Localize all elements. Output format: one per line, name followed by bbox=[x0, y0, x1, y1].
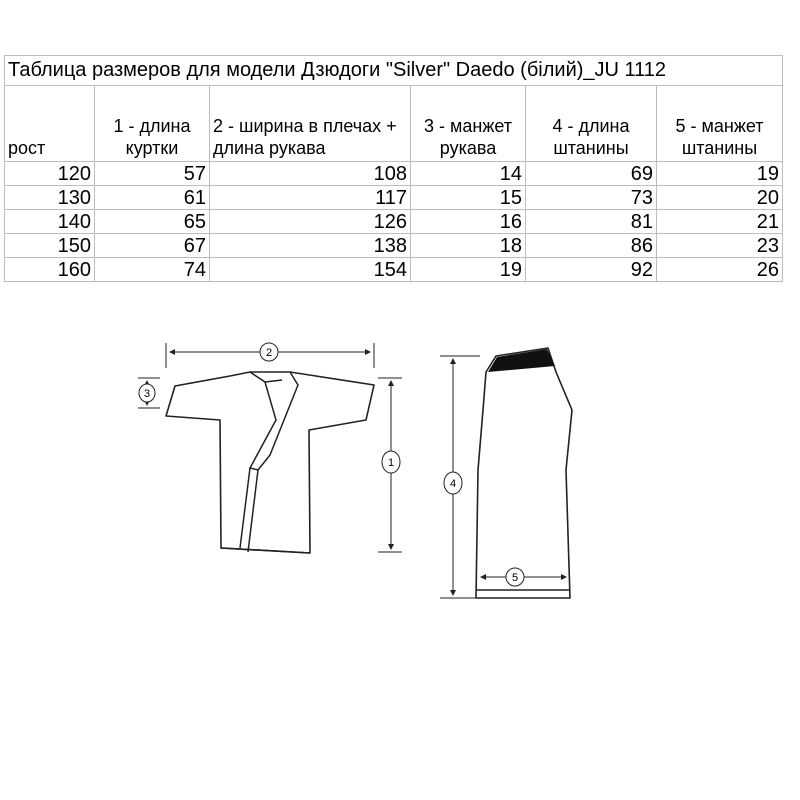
cell-leg-cuff: 19 bbox=[657, 162, 783, 186]
svg-text:5: 5 bbox=[511, 572, 519, 584]
table-row bbox=[5, 162, 783, 186]
header-row bbox=[5, 86, 783, 162]
header-sleeve-cuff: 3 - манжет рукава bbox=[411, 86, 526, 162]
cell-leg-length: 86 bbox=[526, 234, 657, 258]
cell-jacket-length: 61 bbox=[95, 186, 210, 210]
cell-jacket-length: 74 bbox=[95, 258, 210, 282]
table-row bbox=[5, 210, 783, 234]
cell-sleeve-cuff: 14 bbox=[411, 162, 526, 186]
cell-leg-length: 69 bbox=[526, 162, 657, 186]
svg-text:2: 2 bbox=[265, 347, 273, 359]
cell-height: 140 bbox=[5, 210, 95, 234]
cell-shoulder-sleeve: 108 bbox=[210, 162, 411, 186]
marker-1 bbox=[382, 451, 400, 473]
svg-text:3: 3 bbox=[143, 388, 151, 400]
cell-leg-cuff: 20 bbox=[657, 186, 783, 210]
cell-leg-length: 81 bbox=[526, 210, 657, 234]
cell-height: 120 bbox=[5, 162, 95, 186]
cell-jacket-length: 65 bbox=[95, 210, 210, 234]
cell-shoulder-sleeve: 154 bbox=[210, 258, 411, 282]
cell-leg-length: 92 bbox=[526, 258, 657, 282]
cell-shoulder-sleeve: 117 bbox=[210, 186, 411, 210]
size-table bbox=[4, 55, 783, 282]
header-leg-cuff: 5 - манжет штанины bbox=[657, 86, 783, 162]
pants-outline bbox=[476, 348, 572, 598]
title-row bbox=[5, 56, 783, 86]
cell-leg-length: 73 bbox=[526, 186, 657, 210]
svg-text:4: 4 bbox=[449, 478, 457, 490]
cell-leg-cuff: 23 bbox=[657, 234, 783, 258]
cell-height: 130 bbox=[5, 186, 95, 210]
table-row bbox=[5, 234, 783, 258]
cell-jacket-length: 67 bbox=[95, 234, 210, 258]
cell-jacket-length: 57 bbox=[95, 162, 210, 186]
marker-5 bbox=[506, 568, 524, 586]
cell-height: 150 bbox=[5, 234, 95, 258]
marker-3 bbox=[139, 384, 155, 402]
marker-4 bbox=[444, 472, 462, 494]
cell-sleeve-cuff: 19 bbox=[411, 258, 526, 282]
jacket-collar bbox=[240, 372, 298, 552]
cell-sleeve-cuff: 15 bbox=[411, 186, 526, 210]
table-row bbox=[5, 186, 783, 210]
table-title: Таблица размеров для модели Дзюдоги "Silver" Daedo (білий)_JU 1112 bbox=[5, 56, 783, 86]
cell-leg-cuff: 21 bbox=[657, 210, 783, 234]
header-jacket-length: 1 - длина куртки bbox=[95, 86, 210, 162]
cell-sleeve-cuff: 16 bbox=[411, 210, 526, 234]
cell-leg-cuff: 26 bbox=[657, 258, 783, 282]
header-height: рост bbox=[5, 86, 95, 162]
header-leg-length: 4 - длина штанины bbox=[526, 86, 657, 162]
cell-sleeve-cuff: 18 bbox=[411, 234, 526, 258]
header-shoulder-sleeve: 2 - ширина в плечах + длина рукава bbox=[210, 86, 411, 162]
measurement-diagram bbox=[0, 320, 800, 620]
svg-text:1: 1 bbox=[387, 457, 395, 469]
cell-shoulder-sleeve: 126 bbox=[210, 210, 411, 234]
cell-height: 160 bbox=[5, 258, 95, 282]
marker-2 bbox=[260, 343, 278, 361]
cell-shoulder-sleeve: 138 bbox=[210, 234, 411, 258]
table-row bbox=[5, 258, 783, 282]
